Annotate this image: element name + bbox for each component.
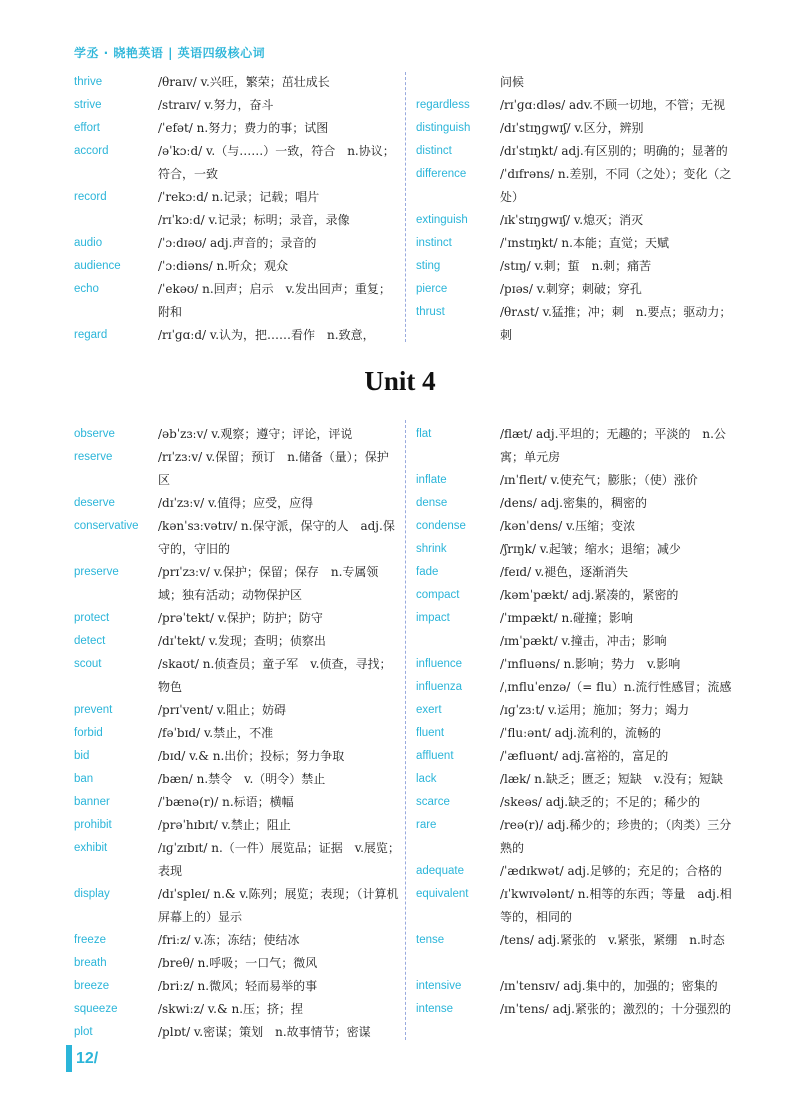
vocab-entry xyxy=(416,209,736,232)
vocab-word: condense xyxy=(416,520,466,532)
vocab-definition: /əbˈzɜːv/ v.观察；遵守；评论，评说 xyxy=(158,427,353,441)
vocab-entry xyxy=(74,607,400,630)
vocab-entry xyxy=(74,94,400,117)
vocab-definition: /skeəs/ adj.缺乏的；不足的；稀少的 xyxy=(500,795,701,809)
page-number-bar xyxy=(66,1045,72,1072)
vocab-definition: /ʃrɪŋk/ v.起皱；缩水；退缩；减少 xyxy=(500,542,681,556)
vocab-definition: /ˈefət/ n.努力；费力的事；试图 xyxy=(158,121,329,135)
vocab-word: squeeze xyxy=(74,1003,118,1015)
vocab-word: bid xyxy=(74,750,90,762)
vocab-entry xyxy=(416,140,736,163)
vocab-definition: /prəˈtekt/ v.保护；防护；防守 xyxy=(158,611,323,625)
vocab-entry xyxy=(416,469,736,492)
vocab-word: compact xyxy=(416,589,460,601)
vocab-entry xyxy=(74,492,400,515)
vocab-definition: /θrʌst/ v.猛推；冲；刺 n.要点；驱动力；刺 xyxy=(500,305,732,342)
vocab-entry xyxy=(416,538,736,561)
vocab-word: intensive xyxy=(416,980,462,992)
vocab-definition: /plɒt/ v.密谋；策划 n.故事情节；密谋 xyxy=(158,1025,371,1039)
vocab-entry xyxy=(74,768,400,791)
vocab-word: audio xyxy=(74,237,103,249)
vocab-entry xyxy=(74,722,400,745)
vocab-word: inflate xyxy=(416,474,447,486)
vocab-word: distinct xyxy=(416,145,452,157)
vocab-definition: /straɪv/ v.努力，奋斗 xyxy=(158,98,274,112)
vocab-entry xyxy=(74,446,400,492)
vocab-definition: /tens/ adj.紧张的 v.紧张，紧绷 n.时态 xyxy=(500,933,725,947)
column-divider xyxy=(405,420,406,1040)
unit-left-column xyxy=(74,423,400,1043)
vocab-word: audience xyxy=(74,260,121,272)
vocab-definition: /skwiːz/ v.& n.压；挤；捏 xyxy=(158,1002,304,1016)
vocab-word: pierce xyxy=(416,283,448,295)
vocab-entry xyxy=(416,232,736,255)
page-header: 学丞 · 晓艳英语 | 英语四级核心词 xyxy=(74,46,266,60)
vocab-definition: /ɪnˈtens/ adj.紧张的；激烈的；十分强烈的 xyxy=(500,1002,731,1016)
vocab-word: thrive xyxy=(74,76,103,88)
vocab-entry xyxy=(416,492,736,515)
vocab-word: prevent xyxy=(74,704,113,716)
vocab-word: difference xyxy=(416,168,467,180)
vocab-word: thrust xyxy=(416,306,445,318)
vocab-word: rare xyxy=(416,819,437,831)
vocab-word: intense xyxy=(416,1003,454,1015)
vocab-definition: /fəˈbɪd/ v.禁止，不准 xyxy=(158,726,274,740)
vocab-definition: /ˈɪmpækt/ n.碰撞；影响 xyxy=(500,611,634,625)
vocab-definition: /prɪˈzɜːv/ v.保护；保留；保存 n.专属领域；独有活动；动物保护区 xyxy=(158,565,379,602)
vocab-definition: /skaʊt/ n.侦查员；童子军 v.侦查，寻找；物色 xyxy=(158,657,392,694)
vocab-word: instinct xyxy=(416,237,452,249)
vocab-entry xyxy=(74,653,400,699)
vocab-word: adequate xyxy=(416,865,464,877)
vocab-definition: /ˈrekɔːd/ n.记录；记载；唱片 xyxy=(158,190,320,204)
vocab-entry xyxy=(416,768,736,791)
vocab-word: distinguish xyxy=(416,122,471,134)
vocab-definition: /dɪˈstɪŋɡwɪʃ/ v.区分，辨别 xyxy=(500,121,644,135)
vocab-entry xyxy=(416,163,736,209)
vocab-definition: /breθ/ n.呼吸；一口气；微风 xyxy=(158,956,318,970)
vocab-entry xyxy=(74,814,400,837)
vocab-word: preserve xyxy=(74,566,119,578)
vocab-entry xyxy=(416,791,736,814)
vocab-definition: /bɪd/ v.& n.出价；投标；努力争取 xyxy=(158,749,345,763)
vocab-entry xyxy=(74,745,400,768)
vocab-word: dense xyxy=(416,497,448,509)
vocab-entry xyxy=(74,837,400,883)
vocab-entry xyxy=(74,929,400,952)
vocab-entry xyxy=(74,883,400,929)
vocab-definition: /friːz/ v.冻；冻结；使结冰 xyxy=(158,933,300,947)
vocab-entry xyxy=(416,607,736,630)
vocab-word: ban xyxy=(74,773,94,785)
vocab-definition: /stɪŋ/ v.刺；蜇 n.刺；痛苦 xyxy=(500,259,652,273)
vocab-entry xyxy=(74,255,400,278)
vocab-word: strive xyxy=(74,99,102,111)
vocab-word: observe xyxy=(74,428,115,440)
vocab-word: fade xyxy=(416,566,439,578)
vocab-definition: /ɪɡˈzɪbɪt/ n.（一件）展览品；证据 v.展览；表现 xyxy=(158,841,400,878)
vocab-definition: /ɪnˈfleɪt/ v.使充气；膨胀；（使）涨价 xyxy=(500,473,698,487)
vocab-word: plot xyxy=(74,1026,93,1038)
vocab-definition: /kənˈsɜːvətɪv/ n.保守派，保守的人 adj.保守的，守旧的 xyxy=(158,519,395,556)
vocab-definition: /ˈɪnfluəns/ n.影响；势力 v.影响 xyxy=(500,657,681,671)
vocab-entry xyxy=(416,117,736,140)
vocab-entry xyxy=(74,117,400,140)
vocab-entry xyxy=(416,998,736,1044)
vocab-word: conservative xyxy=(74,520,139,532)
vocab-word: regardless xyxy=(416,99,470,111)
vocab-word: influenza xyxy=(416,681,463,693)
vocab-entry xyxy=(74,699,400,722)
vocab-word: reserve xyxy=(74,451,113,463)
vocab-word: equivalent xyxy=(416,888,469,900)
vocab-entry xyxy=(416,630,736,653)
vocab-word: fluent xyxy=(416,727,445,739)
vocab-definition: /ˌɪnfluˈenzə/（= flu）n.流行性感冒；流感 xyxy=(500,680,732,694)
vocab-definition: /kəmˈpækt/ adj.紧凑的，紧密的 xyxy=(500,588,679,602)
vocab-definition: /ˈɔːdiəns/ n.听众；观众 xyxy=(158,259,289,273)
vocab-entry xyxy=(416,699,736,722)
vocab-definition: /rɪˈkɔːd/ v.记录；标明；录音，录像 xyxy=(158,213,350,227)
vocab-entry xyxy=(74,1021,400,1044)
vocab-definition: /ˈɔːdɪəʊ/ adj.声音的；录音的 xyxy=(158,236,317,250)
vocab-word: banner xyxy=(74,796,110,808)
vocab-word: echo xyxy=(74,283,99,295)
vocab-definition: /rɪˈzɜːv/ v.保留；预订 n.储备（量）；保护区 xyxy=(158,450,389,487)
vocab-entry xyxy=(74,515,400,561)
vocab-entry xyxy=(74,186,400,209)
vocab-entry xyxy=(416,676,736,699)
vocab-definition: /ˈæfluənt/ adj.富裕的，富足的 xyxy=(500,749,669,763)
vocab-definition: /ˈædɪkwət/ adj.足够的；充足的；合格的 xyxy=(500,864,722,878)
vocab-word: shrink xyxy=(416,543,447,555)
vocab-entry xyxy=(74,278,400,324)
vocab-entry xyxy=(416,71,736,94)
vocab-word: display xyxy=(74,888,110,900)
vocab-entry xyxy=(416,722,736,745)
vocab-entry xyxy=(416,584,736,607)
vocab-definition: /ɪkˈstɪŋɡwɪʃ/ v.熄灭；消灭 xyxy=(500,213,644,227)
vocab-word: breeze xyxy=(74,980,110,992)
unit-right-column xyxy=(416,423,736,1043)
vocab-definition: /dɪˈzɜːv/ v.值得；应受，应得 xyxy=(158,496,314,510)
vocab-definition: /ɪmˈpækt/ v.撞击，冲击；影响 xyxy=(500,634,667,648)
vocab-word: record xyxy=(74,191,107,203)
vocab-word: extinguish xyxy=(416,214,468,226)
page-number: 12/ xyxy=(76,1050,99,1067)
vocab-definition: /dɪˈtekt/ v.发现；查明；侦察出 xyxy=(158,634,326,648)
vocab-definition: /briːz/ n.微风；轻而易举的事 xyxy=(158,979,318,993)
vocab-definition: /kənˈdens/ v.压缩；变浓 xyxy=(500,519,636,533)
vocab-word: protect xyxy=(74,612,110,624)
vocab-definition: /dɪˈstɪŋkt/ adj.有区别的；明确的；显著的 xyxy=(500,144,728,158)
vocab-entry xyxy=(416,883,736,929)
vocab-word: tense xyxy=(416,934,445,946)
vocab-entry xyxy=(74,791,400,814)
vocab-definition: /ˈbænə(r)/ n.标语；横幅 xyxy=(158,795,294,809)
vocab-word: freeze xyxy=(74,934,106,946)
vocab-word: effort xyxy=(74,122,100,134)
vocab-word: forbid xyxy=(74,727,103,739)
vocab-entry xyxy=(74,630,400,653)
vocab-word: prohibit xyxy=(74,819,112,831)
vocab-definition: /dɪˈspleɪ/ n.& v.陈列；展览；表现；（计算机屏幕上的）显示 xyxy=(158,887,399,924)
vocab-entry xyxy=(416,94,736,117)
column-divider xyxy=(405,72,406,342)
vocab-entry xyxy=(416,653,736,676)
vocab-entry xyxy=(74,209,400,232)
unit-title: Unit 4 xyxy=(364,366,436,396)
vocab-entry xyxy=(74,71,400,94)
vocab-entry xyxy=(416,975,736,998)
vocab-definition: /rɪˈɡɑːd/ v.认为，把……看作 n.致意， xyxy=(158,328,375,342)
vocab-entry xyxy=(74,423,400,446)
vocab-word: affluent xyxy=(416,750,454,762)
vocab-word: scarce xyxy=(416,796,450,808)
top-right-column xyxy=(416,71,736,351)
vocab-word: influence xyxy=(416,658,463,670)
vocab-entry xyxy=(74,975,400,998)
vocab-entry xyxy=(74,140,400,186)
vocab-definition: /prɪˈvent/ v.阻止；妨碍 xyxy=(158,703,287,717)
vocab-definition: /ˈekəʊ/ n.回声；启示 v.发出回声；重复；附和 xyxy=(158,282,391,319)
vocab-word: regard xyxy=(74,329,108,341)
vocab-word: flat xyxy=(416,428,432,440)
vocab-word: exert xyxy=(416,704,442,716)
vocab-word: detect xyxy=(74,635,106,647)
vocab-entry xyxy=(416,423,736,469)
vocab-definition: /læk/ n.缺乏；匮乏；短缺 v.没有；短缺 xyxy=(500,772,724,786)
vocab-word: lack xyxy=(416,773,437,785)
vocab-definition: /ˈdɪfrəns/ n.差别，不同（之处）；变化（之处） xyxy=(500,167,732,204)
vocab-word: impact xyxy=(416,612,450,624)
vocab-entry xyxy=(416,745,736,768)
vocab-entry xyxy=(74,998,400,1021)
vocab-definition: /ɪˈkwɪvələnt/ n.相等的东西；等量 adj.相等的，相同的 xyxy=(500,887,732,924)
vocab-word: breath xyxy=(74,957,107,969)
vocab-entry xyxy=(74,952,400,975)
vocab-definition: 问候 xyxy=(500,75,525,89)
vocab-entry xyxy=(416,255,736,278)
vocab-definition: /pɪəs/ v.刺穿；刺破；穿孔 xyxy=(500,282,642,296)
vocab-word: accord xyxy=(74,145,109,157)
vocab-definition: /flæt/ adj.平坦的；无趣的；平淡的 n.公寓；单元房 xyxy=(500,427,726,464)
vocab-definition: /bæn/ n.禁令 v.（明令）禁止 xyxy=(158,772,326,786)
vocab-definition: /reə(r)/ adj.稀少的；珍贵的；（肉类）三分熟的 xyxy=(500,818,732,855)
vocab-entry xyxy=(416,515,736,538)
vocab-definition: /ˈfluːənt/ adj.流利的，流畅的 xyxy=(500,726,661,740)
vocab-definition: /dens/ adj.密集的，稠密的 xyxy=(500,496,647,510)
top-left-column xyxy=(74,71,400,351)
vocab-word: scout xyxy=(74,658,102,670)
vocab-entry xyxy=(416,860,736,883)
vocab-definition: /prəˈhɪbɪt/ v.禁止；阻止 xyxy=(158,818,291,832)
vocab-definition: /rɪˈɡɑːdləs/ adv.不顾一切地，不管；无视 xyxy=(500,98,725,112)
vocab-word: exhibit xyxy=(74,842,108,854)
vocab-word: sting xyxy=(416,260,441,272)
vocab-entry xyxy=(74,561,400,607)
vocab-definition: /ɪɡˈzɜːt/ v.运用；施加；努力；竭力 xyxy=(500,703,690,717)
vocab-definition: /ɪnˈtensɪv/ adj.集中的，加强的；密集的 xyxy=(500,979,718,993)
vocab-entry xyxy=(416,561,736,584)
vocab-entry xyxy=(416,929,736,975)
vocab-word: deserve xyxy=(74,497,115,509)
vocab-definition: /feɪd/ v.褪色，逐渐消失 xyxy=(500,565,629,579)
vocab-entry xyxy=(74,324,400,347)
vocab-definition: /əˈkɔːd/ v.（与……）一致，符合 n.协议；符合，一致 xyxy=(158,144,395,181)
vocab-definition: /θraɪv/ v.兴旺，繁荣；茁壮成长 xyxy=(158,75,330,89)
vocab-entry xyxy=(416,301,736,347)
vocab-entry xyxy=(416,814,736,860)
vocab-entry xyxy=(416,278,736,301)
vocab-entry xyxy=(74,232,400,255)
vocab-definition: /ˈɪnstɪŋkt/ n.本能；直觉；天赋 xyxy=(500,236,669,250)
